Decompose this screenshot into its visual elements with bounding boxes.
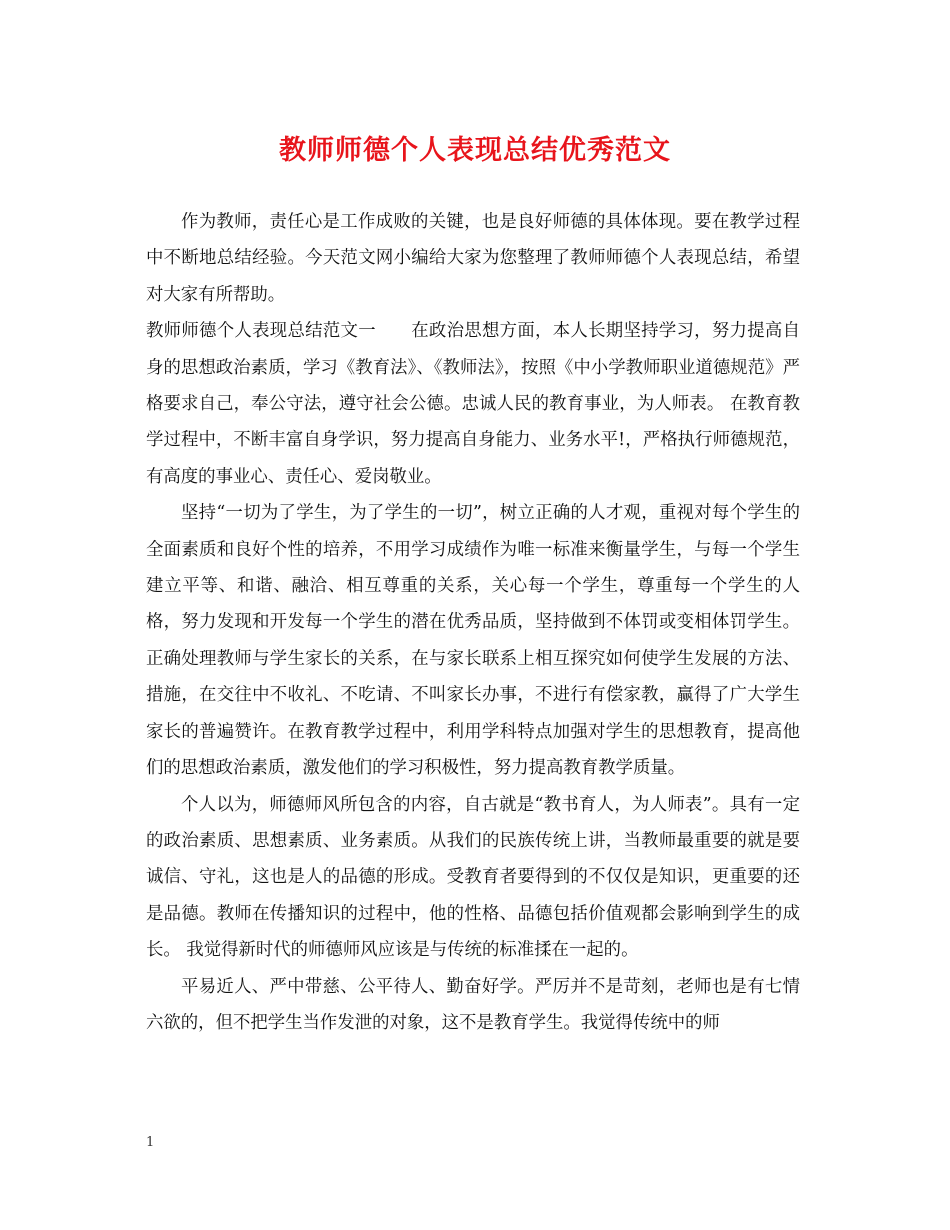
page-number: 1	[146, 1135, 155, 1150]
paragraph-sample-one: 教师师德个人表现总结范文一 在政治思想方面，本人长期坚持学习，努力提高自身的思想政治素质，学习《教育法》、《教师法》，按照《中小学教师职业道德规范》严格要求自己，奉公守法，遵守社会公德。忠诚人民的教育事业，为人师表。 在教育教学过程中，不断丰富自身学识，努力提高自身能力、业务水平!，严格执行师德规范，有高度的事业心、责任心、爱岗敬业。	[146, 321, 800, 487]
paragraph-ethics: 个人以为，师德师风所包含的内容，自古就是“教书育人，为人师表”。具有一定的政治素质、思想素质、业务素质。从我们的民族传统上讲，当教师最重要的就是要诚信、守礼，这也是人的品德的形成。受教育者要得到的不仅仅是知识，更重要的还是品德。教师在传播知识的过程中，他的性格、品德包括价值观都会影响到学生的成长。 我觉得新时代的师德师风应该是与传统的标准揉在一起的。	[146, 794, 800, 961]
document-title: 教师师德个人表现总结优秀范文	[279, 135, 671, 166]
paragraph-students: 坚持“一切为了学生，为了学生的一切”，树立正确的人才观，重视对每个学生的全面素质和良好个性的培养，不用学习成绩作为唯一标准来衡量学生，与每一个学生建立平等、和谐、融洽、相互尊重的关系，关心每一个学生，尊重每一个学生的人格，努力发现和开发每一个学生的潜在优秀品质，坚持做到不体罚或变相体罚学生。正确处理教师与学生家长的关系，在与家长联系上相互探究如何使学生发展的方法、措施，在交往中不收礼、不吃请、不叫家长办事，不进行有偿家教，赢得了广大学生家长的普遍赞许。在教育教学过程中，利用学科特点加强对学生的思想教育，提高他们的思想政治素质，激发他们的学习积极性，努力提高教育教学质量。	[146, 503, 800, 779]
paragraph-approachable: 平易近人、严中带慈、公平待人、勤奋好学。严厉并不是苛刻，老师也是有七情六欲的，但不把学生当作发泄的对象，这不是教育学生。我觉得传统中的师	[146, 976, 800, 1033]
document-body	[146, 204, 800, 1041]
paragraph-intro: 作为教师，责任心是工作成败的关键，也是良好师德的具体体现。要在教学过程中不断地总结经验。今天范文网小编给大家为您整理了教师师德个人表现总结，希望对大家有所帮助。	[146, 212, 800, 305]
